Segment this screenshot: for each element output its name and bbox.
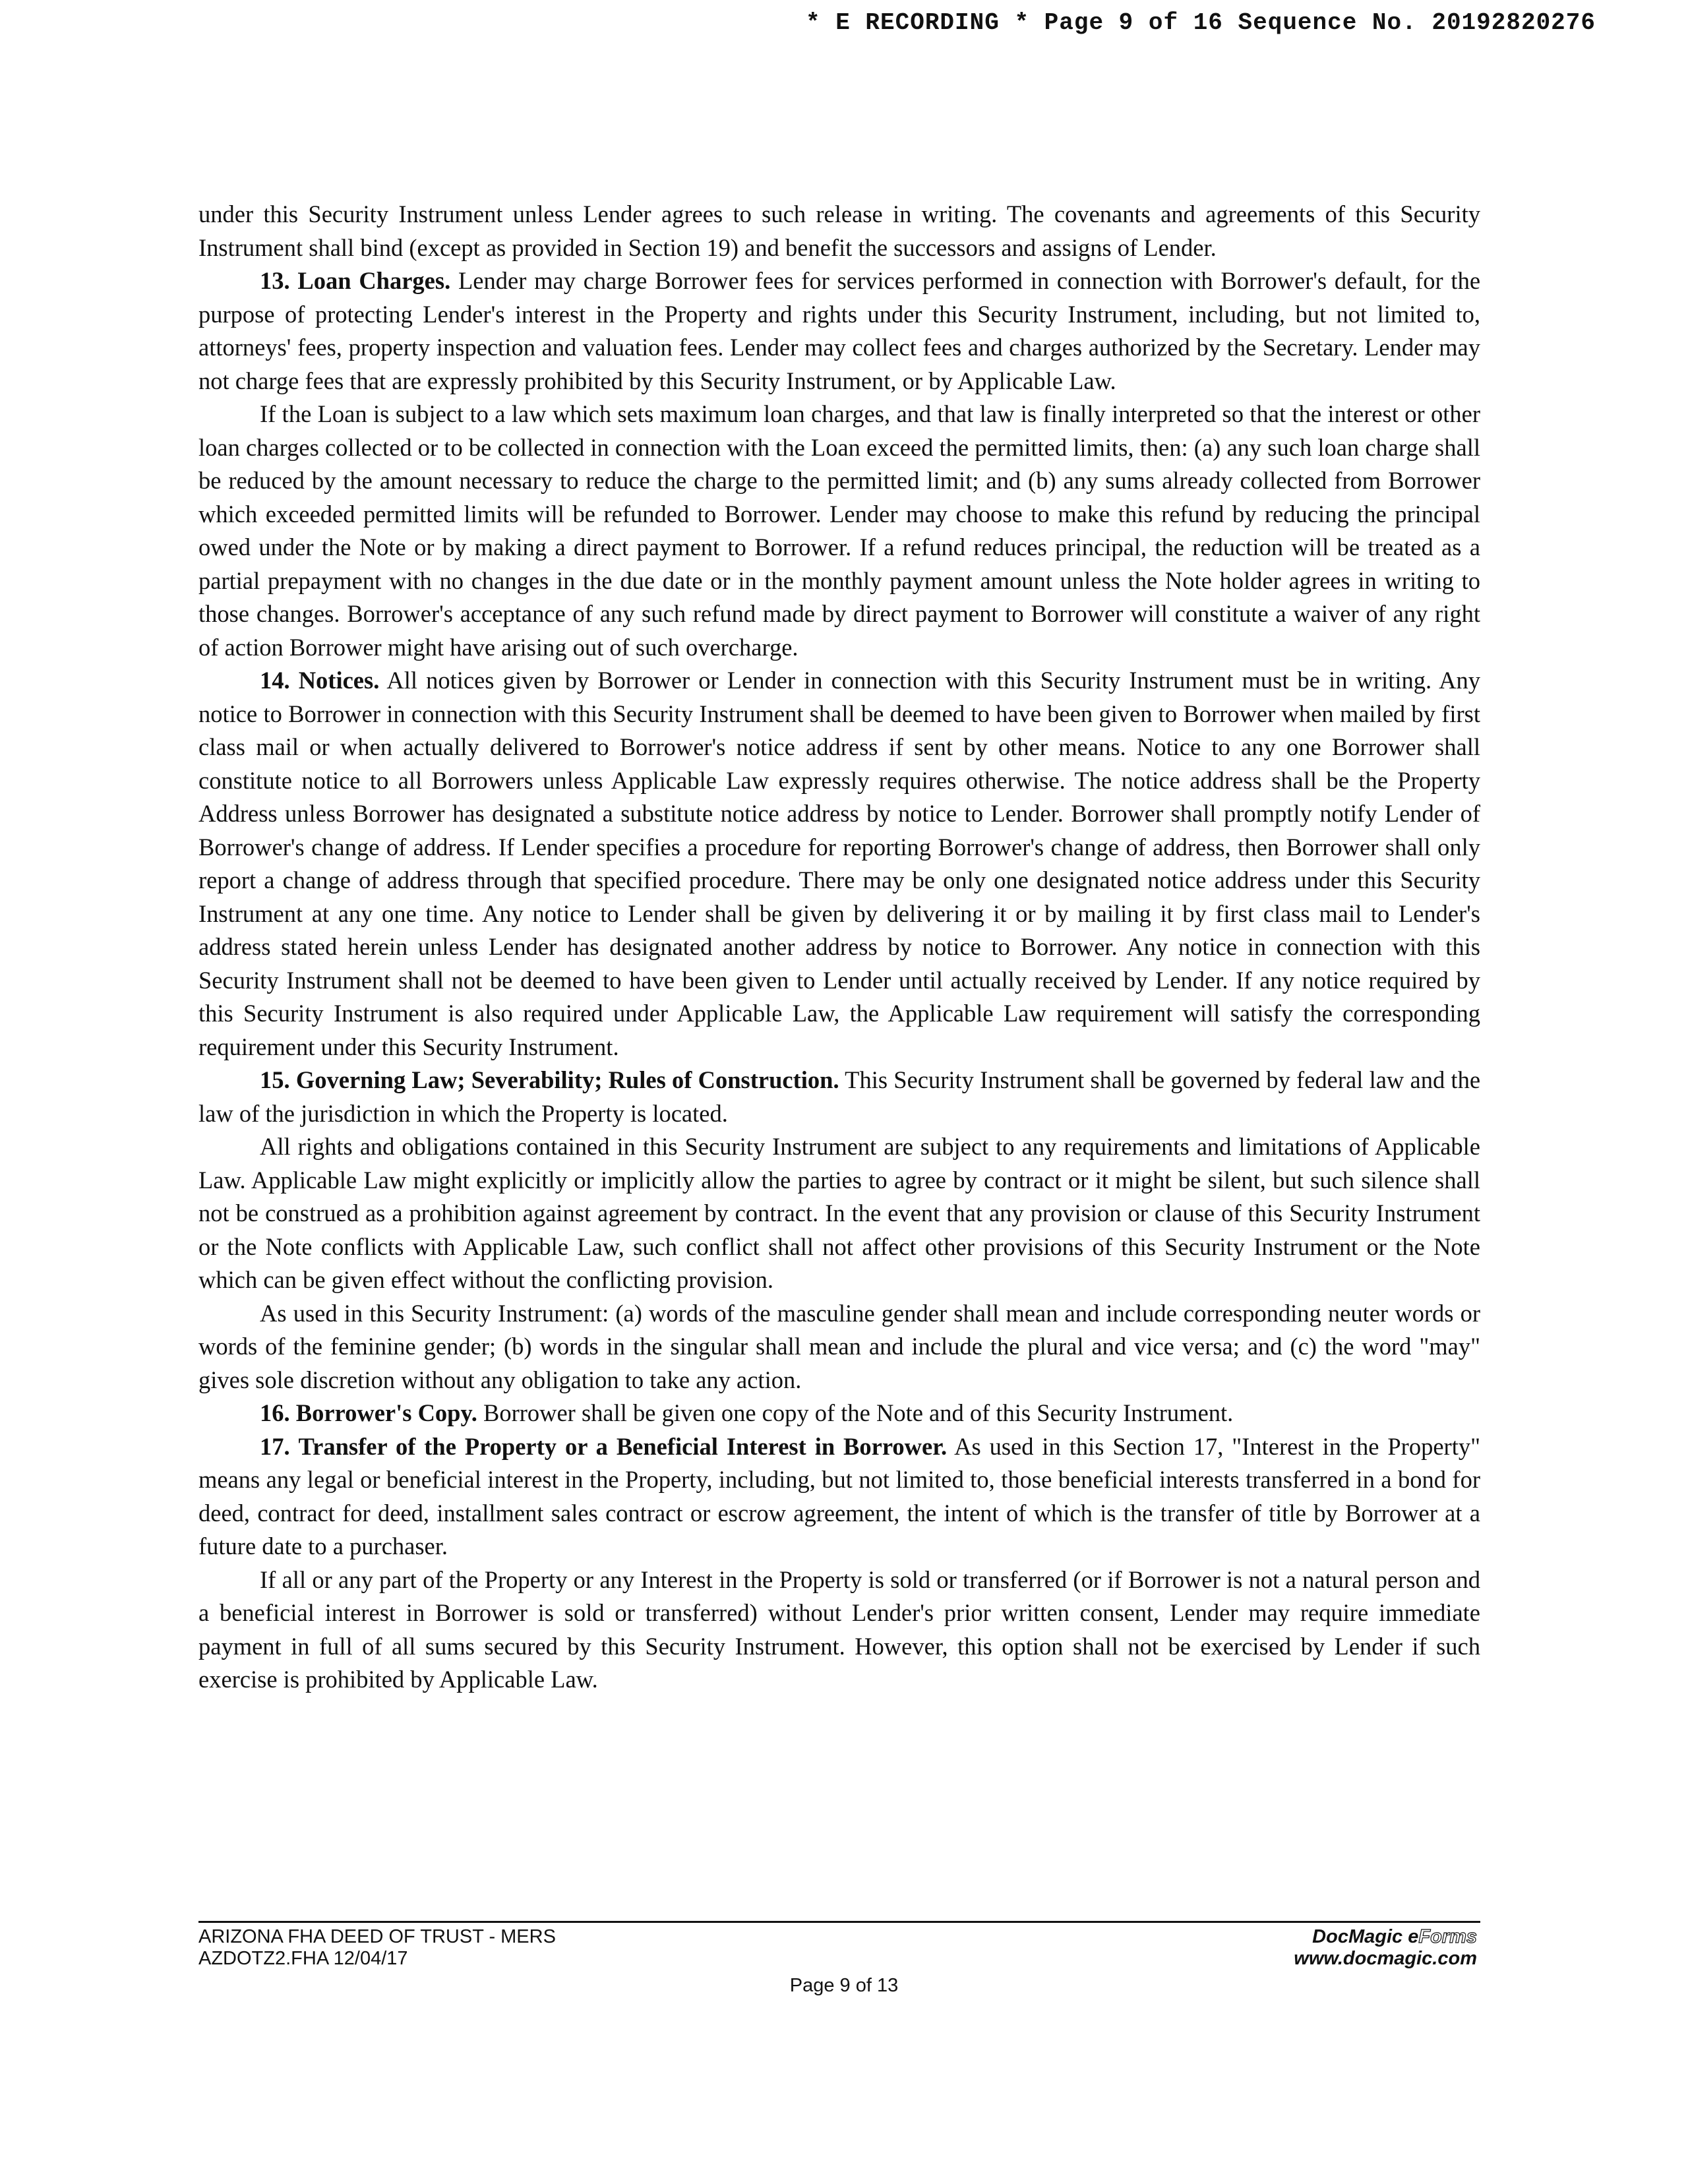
section-17-transfer [198, 1430, 1480, 1563]
section-title: Loan Charges. [297, 267, 451, 294]
footer-form-info [198, 1926, 556, 1970]
page-number: Page 9 of 13 [789, 1975, 899, 1996]
section-text: As used in this Section 17, "Interest in the Property" means any legal or beneficial interest in the Property, including, but not limited to, those beneficial interests transferred in a bond for deed, contract for deed, installment sales contract or escrow agreement, the intent of which is the transfer of title by Borrower at a future date to a purchaser. [198, 1432, 1480, 1560]
brand-url: www.docmagic.com [1294, 1948, 1477, 1969]
paragraph-loan-limits: If the Loan is subject to a law which sets maximum loan charges, and that law is finally interpreted so that the interest or other loan charges collected or to be collected in connection with the Loan exceed the permitted limits, then: (a) any such loan charge shall be reduced by the amount necessary to reduce the charge to the permitted limit; and (b) any sums already collected from Borrower which exceeded permitted limits will be refunded to Borrower. Lender may choose to make this refund by reducing the principal owed under the Note or by making a direct payment to Borrower. If a refund reduces principal, the reduction will be treated as a partial prepayment with no changes in the due date or in the monthly payment amount unless the Note holder agrees in writing to those changes. Borrower's acceptance of any such refund made by direct payment to Borrower will constitute a waiver of any right of action Borrower might have arising out of such overcharge. [198, 400, 1480, 661]
section-number: 13. [260, 267, 290, 294]
paragraph-continuation: under this Security Instrument unless Lender agrees to such release in writing. The covenants and agreements of this Security Instrument shall bind (except as provided in Section 19) and benefit the successors and assigns of Lender. [198, 200, 1480, 261]
form-code: AZDOTZ2.FHA 12/04/17 [198, 1948, 408, 1969]
footer-brand [1294, 1926, 1477, 1970]
section-15-governing-law [198, 1064, 1480, 1130]
brand-e: e [1408, 1926, 1419, 1947]
paragraph-transfer-consent: If all or any part of the Property or any Interest in the Property is sold or transferred (or if Borrower is not a natural person and a beneficial interest in Borrower is sold or transferred) without Lender's prior written consent, Lender may require immediate payment in full of all sums secured by this Security Instrument. However, this option shall not be exercised by Lender if such exercise is prohibited by Applicable Law. [198, 1565, 1480, 1693]
recording-stamp: * E RECORDING * Page 9 of 16 Sequence No. 20192820276 [806, 9, 1596, 36]
document-body [198, 198, 1480, 1697]
form-title: ARIZONA FHA DEED OF TRUST - MERS [198, 1926, 556, 1947]
paragraph-rights-obligations: All rights and obligations contained in this Security Instrument are subject to any requirements and limitations of Applicable Law. Applicable Law might explicitly or implicitly allow the parties to agree by contract or it might be silent, but such silence shall not be construed as a prohibition against agreement by contract. In the event that any provision or clause of this Security Instrument or the Note conflicts with Applicable Law, such conflict shall not affect other provisions of this Security Instrument or the Note which can be given effect without the conflicting provision. [198, 1133, 1480, 1293]
section-text: This Security Instrument shall be governed by federal law and the law of the jurisdiction in which the Property is located. [198, 1066, 1481, 1127]
section-number: 16. [260, 1399, 290, 1426]
section-16-borrowers-copy [198, 1397, 1480, 1430]
section-14-notices [198, 664, 1480, 1064]
paragraph-gender-definitions: As used in this Security Instrument: (a) words of the masculine gender shall mean and include corresponding neuter words or words of the feminine gender; (b) words in the singular shall mean and include the plural and vice versa; and (c) the word "may" gives sole discretion without any obligation to take any action. [198, 1299, 1480, 1393]
section-13-loan-charges [198, 264, 1480, 398]
section-number: 17. [260, 1432, 290, 1460]
brand-forms: Forms [1418, 1926, 1477, 1947]
brand-name: DocMagic [1312, 1926, 1403, 1947]
section-title: Governing Law; Severability; Rules of Construction. [295, 1066, 839, 1093]
section-number: 15. [260, 1066, 290, 1093]
footer-divider [198, 1921, 1480, 1923]
section-number: 14. [260, 667, 290, 694]
section-text: All notices given by Borrower or Lender in connection with this Security Instrument must be in writing. Any notice to Borrower in connection with this Security Instrument shall be deemed to have been given to Borrower when mailed by first class mail or when actually delivered to Borrower's notice address if sent by other means. Notice to any one Borrower shall constitute notice to all Borrowers unless Applicable Law expressly requires otherwise. The notice address shall be the Property Address unless Borrower has designated a substitute notice address by notice to Lender. Borrower shall promptly notify Lender of Borrower's change of address. If Lender specifies a procedure for reporting Borrower's change of address, then Borrower shall only report a change of address through that specified procedure. There may be only one designated notice address under this Security Instrument at any one time. Any notice to Lender shall be given by delivering it or by mailing it by first class mail to Lender's address stated herein unless Lender has designated another address by notice to Borrower. Any notice in connection with this Security Instrument shall not be deemed to have been given to Lender until actually received by Lender. If any notice required by this Security Instrument is also required under Applicable Law, the Applicable Law requirement will satisfy the corresponding requirement under this Security Instrument. [198, 667, 1480, 1060]
brand-logo [1294, 1926, 1477, 1948]
section-text: Borrower shall be given one copy of the Note and of this Security Instrument. [483, 1399, 1234, 1426]
section-title: Notices. [298, 667, 380, 694]
section-title: Borrower's Copy. [295, 1399, 477, 1426]
section-text: Lender may charge Borrower fees for services performed in connection with Borrower's default, for the purpose of protecting Lender's interest in the Property and rights under this Security Instrument, including, but not limited to, attorneys' fees, property inspection and valuation fees. Lender may collect fees and charges authorized by the Secretary. Lender may not charge fees that are expressly prohibited by this Security Instrument, or by Applicable Law. [198, 267, 1481, 394]
section-title: Transfer of the Property or a Beneficial Interest in Borrower. [298, 1432, 948, 1460]
